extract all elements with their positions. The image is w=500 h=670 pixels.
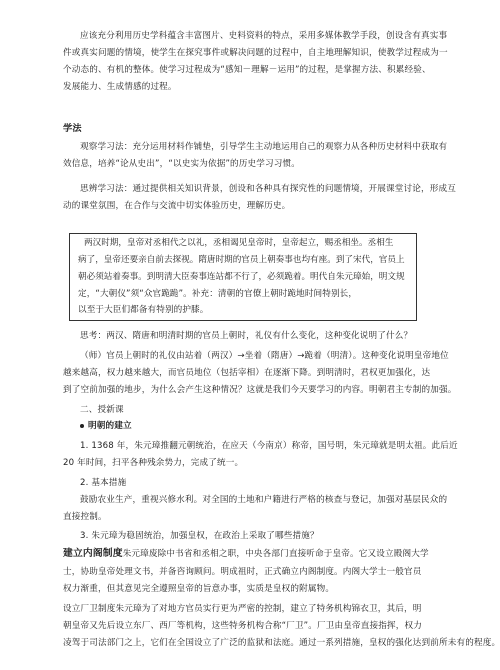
p7-lead: 建立内阁制度 [63,548,123,559]
p7-line-3: 权力渐重，但其意见完全遵照皇帝的旨意办事，实质是皇权的附属物。 [63,584,335,594]
p6-line-1: 鼓励农业生产，重视兴修水利。对全国的土地和户籍进行严格的核查与登记，加强对基层民众的 [80,495,448,505]
box-line-4: 定，“大朝仪”须“众官跪跪”。补充：清朝的官僚上朝时跪地时间特别长， [78,289,358,299]
quote-box [69,233,417,321]
p5-line-1: 1. 1368 年，朱元璋推翻元朝统治，在应天（今南京）称帝，国号明，朱元璋就是明太祖。此后近 [80,441,458,451]
xuefa-heading: 学法 [63,123,82,134]
p1-line-4: 发展能力、生成情感的过程。 [63,82,177,92]
section-2-subheading: 明朝的建立 [80,420,415,432]
p1-line-3: 个动态的、有机的整体。使学习过程成为“感知－理解－运用”的过程，是掌握方法、积累经验、 [63,65,431,75]
p4-line-1: 思考：两汉、隋唐和明清时期的官员上朝时，礼仪有什么变化，这种变化说明了什么？ [80,331,413,341]
box-line-1: 两汉时期，皇帝对丞相代之以礼，丞相谒见皇帝时，皇帝起立，赐丞相坐。丞相生 [84,238,394,248]
p5-line-2: 20 年时间，扫平各种残余势力，完成了统一。 [63,458,244,468]
box-line-5: 以至于大臣们都备有特别的护膝。 [78,305,209,315]
p3-line-2: 动的课堂氛围，在合作与交流中切实体验历史，理解历史。 [63,201,291,211]
bullet-icon [80,424,84,428]
question-3: 3. 朱元璋为稳固统治，加强皇权，在政治上采取了哪些措施？ [80,531,319,541]
p4-line-4: 到了空前加强的地步，为什么会产生这种情况？这就是我们今天要学习的内容。明朝君主专制的加强。 [63,385,457,395]
p8-line-1: 设立厂卫制度朱元璋为了对地方官员实行更为严密的控制，建立了特务机构锦衣卫，其后，明 [63,604,422,614]
p8-line-2: 朝皇帝又先后设立东厂、西厂等机构，这些特务机构合称“厂卫”。厂卫由皇帝直接指挥，权力 [63,621,422,631]
measures-heading: 2. 基本措施 [80,478,127,488]
p3-line-1: 思辨学习法：通过提供相关知识背景，创设和各种具有探究性的问题情境，开展课堂讨论，形成互 [80,184,456,194]
p1-line-2: 件或真实问题的情境，使学生在探究事件或解决问题的过程中，自主地理解知识，使教学过程成为一 [63,48,448,58]
p7-line-1: 建立内阁制度朱元璋废除中书省和丞相之职，中央各部门直接听命于皇帝。它又设立殿阁大学 [63,548,429,559]
p2-line-1: 观察学习法：充分运用材料作铺垫，引导学生主动地运用自己的观察力从各种历史材料中获取有 [80,142,448,152]
p8-line-3: 凌驾于司法部门之上，它们在全国设立了广泛的监狱和法庭。通过一系列措施，皇权的强化达到前所未有的程度。 [63,638,500,648]
p6-line-2: 直接控制。 [63,512,107,522]
section-2-heading: 二、授新课 [80,405,124,415]
p1-line-1: 应该充分利用历史学科蕴含丰富图片、史料资料的特点，采用多媒体教学手段，创设含有真实事 [80,31,448,41]
p4-line-3: 越来越高，权力越来越大，而官员地位（包括宰相）在逐渐下降。到明清时，君权更加强化，达 [63,368,431,378]
p2-line-2: 效信息，培养“论从史出”，“以史实为依据”的历史学习习惯。 [63,159,301,169]
box-line-3: 朝必须站着奏事。到明清大臣奏事连站都不行了，必须跪着。明代自朱元璋始，明文规 [78,272,405,282]
p7-line-2: 士，协助皇帝处理文书，并备咨询顾问。明成祖时，正式确立内阁制度。内阁大学士一般官员 [63,567,422,577]
p4-line-2: （师）官员上朝时的礼仪由站着（两汉）→坐着（隋唐）→跪着（明清）。这种变化说明皇帝地位 [80,351,449,361]
box-line-2: 病了，皇帝还要亲自前去探视。隋唐时期的官员上朝奏事也均有座。到了宋代，官员上 [78,255,405,265]
